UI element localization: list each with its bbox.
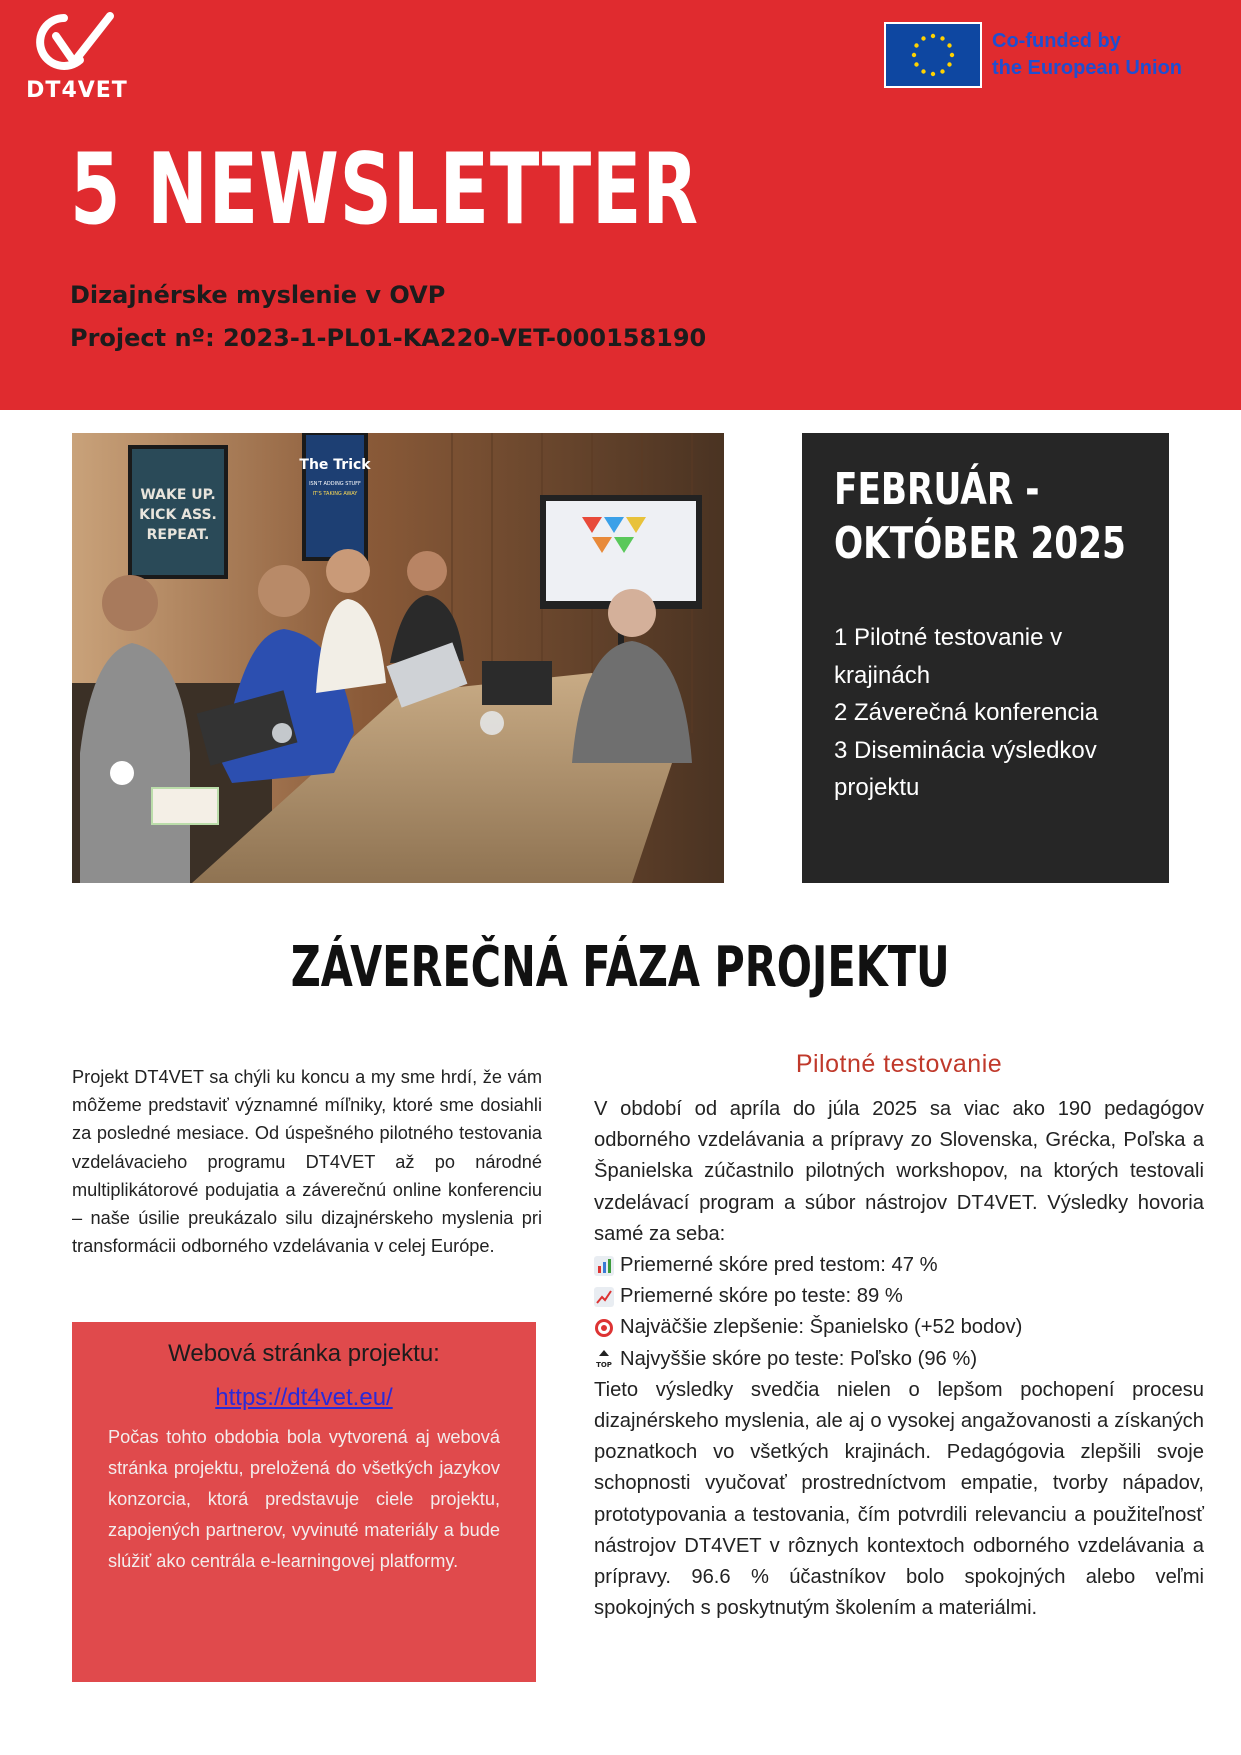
- stat-improvement: [594, 1312, 1204, 1343]
- period-box: [802, 433, 1169, 883]
- stat-post-test: [594, 1281, 1204, 1312]
- website-link[interactable]: https://dt4vet.eu/: [215, 1384, 393, 1411]
- newsletter-title: 5 NEWSLETTER: [70, 133, 699, 247]
- pilot-section: [594, 1094, 1204, 1624]
- stat-post-test-text: Priemerné skóre po teste: 89 %: [620, 1285, 903, 1308]
- intro-paragraph: Projekt DT4VET sa chýli ku koncu a my sme hrdí, že vám môžeme predstaviť významné míľniky, ktoré sme dosiahli za posledné mesiace. Od úspešného pilotného testovania vzdelávacieho programu DT4VET až po národné multiplikátorové podujatia a záverečnú online konferenciu – naše úsilie preukázalo silu dizajnérskeho myslenia pri transformácii odborného vzdelávania v celej Európe.: [72, 1067, 542, 1257]
- eu-line-2: the European Union: [992, 57, 1182, 79]
- period-item: 3 Diseminácia výsledkov projektu: [834, 736, 1097, 801]
- poster2-line1: The Trick: [299, 457, 371, 473]
- dt4vet-logo-icon: [34, 12, 120, 72]
- period-item: 1 Pilotné testovanie v krajinách: [834, 624, 1063, 689]
- pilot-conclusion: Tieto výsledky svedčia nielen o lepšom pochopení procesu dizajnérskeho myslenia, ale aj o vysokej angažovanosti a získaných poznatkoch vo všetkých krajinách. Pedagógovia zlepšili svoje schopnosti vyučovať prostredníctvom empatie, tvorby nápadov, prototypovania a testovania, čím potvrdili relevanciu a použiteľnosť nástrojov DT4VET v rôznych kontextoch odborného vzdelávania a prípravy. 96.6 % účastníkov bolo spokojných alebo veľmi spokojných s poskytnutým školením a materiálmi.: [594, 1378, 1204, 1620]
- website-heading: Webová stránka projektu:: [168, 1340, 440, 1367]
- eu-cofunded-text: [992, 28, 1182, 82]
- poster1-line3: REPEAT.: [146, 527, 210, 543]
- bar-chart-icon: [594, 1256, 614, 1276]
- stat-top-score: [594, 1344, 1204, 1375]
- poster1-line2: KICK ASS.: [139, 507, 217, 523]
- stat-improvement-text: Najväčšie zlepšenie: Španielsko (+52 bodov): [620, 1316, 1023, 1339]
- poster2-line3: IT'S TAKING AWAY: [312, 491, 358, 497]
- eu-line-1: Co-funded by: [992, 30, 1121, 52]
- period-list: [834, 619, 1154, 807]
- dt4vet-logo: [22, 12, 132, 108]
- subtitle-topic: Dizajnérske myslenie v OVP: [70, 281, 446, 309]
- period-item: 2 Záverečná konferencia: [834, 699, 1099, 726]
- website-description: Počas tohto obdobia bola vytvorená aj webová stránka projektu, preložená do všetkých jazykov konzorcia, ktorá predstavuje ciele projektu, zapojených partnerov, vyvinuté materiály a bude slúžiť ako centrála e-learningovej platformy.: [108, 1427, 500, 1571]
- period-heading: [834, 463, 1126, 571]
- trend-up-icon: [594, 1287, 614, 1307]
- top-icon: [594, 1349, 614, 1369]
- top-icon-label: TOP: [596, 1361, 612, 1370]
- stat-pre-test-text: Priemerné skóre pred testom: 47 %: [620, 1254, 938, 1277]
- period-line-2: OKTÓBER 2025: [834, 518, 1126, 569]
- period-line-1: FEBRUÁR -: [834, 464, 1040, 515]
- poster1-line1: WAKE UP.: [140, 487, 216, 503]
- poster2-line2: ISN'T ADDING STUFF: [309, 481, 361, 487]
- website-box: [72, 1322, 536, 1682]
- pilot-intro: V období od apríla do júla 2025 sa viac ako 190 pedagógov odborného vzdelávania a prípravy zo Slovenska, Grécka, Poľska a Španielska zúčastnilo pilotných workshopov, na ktorých testovali vzdelávací program a súbor nástrojov DT4VET. Výsledky hovoria samé za seba:: [594, 1098, 1204, 1245]
- pilot-heading: Pilotné testovanie: [795, 1050, 1003, 1078]
- stat-top-score-text: Najvyššie skóre po teste: Poľsko (96 %): [620, 1347, 978, 1370]
- subtitle-project-number: Project nº: 2023-1-PL01-KA220-VET-000158190: [70, 324, 707, 352]
- section-title: [0, 936, 1241, 1000]
- team-meeting-photo: [72, 433, 724, 883]
- newsletter-subtitle: [70, 274, 706, 360]
- eu-cofunded-badge: [884, 22, 1200, 88]
- logo-text: DT4VET: [26, 78, 128, 103]
- stat-pre-test: [594, 1250, 1204, 1281]
- header-banner: [0, 0, 1241, 410]
- section-title-text: ZÁVEREČNÁ FÁZA PROJEKTU: [291, 935, 950, 1000]
- target-icon: [594, 1318, 614, 1338]
- eu-flag-icon: [884, 22, 982, 88]
